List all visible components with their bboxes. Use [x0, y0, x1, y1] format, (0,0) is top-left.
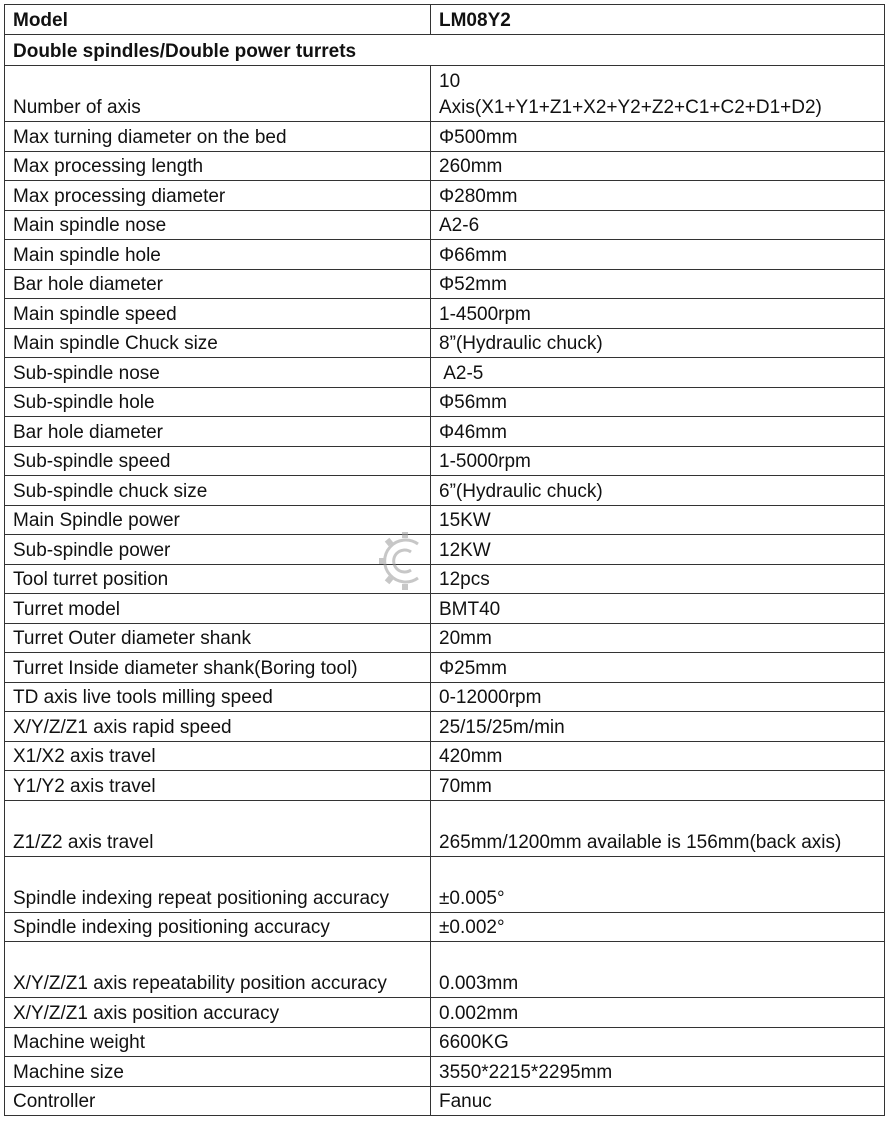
spec-value: 6”(Hydraulic chuck)	[431, 476, 885, 506]
table-row	[5, 476, 885, 506]
spec-value: 0.002mm	[431, 998, 885, 1028]
spec-label: Max turning diameter on the bed	[5, 122, 431, 152]
spec-value: 70mm	[431, 771, 885, 801]
table-row	[5, 564, 885, 594]
spec-label: TD axis live tools milling speed	[5, 682, 431, 712]
spec-label: Spindle indexing positioning accuracy	[5, 912, 431, 942]
spec-value: A2-5	[431, 358, 885, 388]
header-row	[5, 5, 885, 35]
header-label: Model	[5, 5, 431, 35]
spec-label: Turret Outer diameter shank	[5, 623, 431, 653]
spec-label: X1/X2 axis travel	[5, 741, 431, 771]
spec-value: ±0.005°	[431, 856, 885, 912]
spec-label: Bar hole diameter	[5, 417, 431, 447]
table-row	[5, 535, 885, 565]
table-row	[5, 210, 885, 240]
table-row	[5, 387, 885, 417]
spec-value: 265mm/1200mm available is 156mm(back axis)	[431, 800, 885, 856]
table-row	[5, 181, 885, 211]
table-row	[5, 942, 885, 998]
table-row	[5, 446, 885, 476]
spec-value: 260mm	[431, 151, 885, 181]
spec-value: 12KW	[431, 535, 885, 565]
table-row	[5, 1027, 885, 1057]
table-row	[5, 594, 885, 624]
section-row	[5, 35, 885, 66]
table-row	[5, 998, 885, 1028]
spec-label: X/Y/Z/Z1 axis position accuracy	[5, 998, 431, 1028]
spec-value: Fanuc	[431, 1086, 885, 1116]
table-row	[5, 240, 885, 270]
table-row	[5, 417, 885, 447]
spec-label: Sub-spindle power	[5, 535, 431, 565]
spec-label: Main spindle Chuck size	[5, 328, 431, 358]
spec-label: X/Y/Z/Z1 axis rapid speed	[5, 712, 431, 742]
spec-label: Turret Inside diameter shank(Boring tool)	[5, 653, 431, 683]
table-row	[5, 358, 885, 388]
spec-label: Machine size	[5, 1057, 431, 1087]
spec-sheet	[4, 4, 884, 1116]
spec-value: 12pcs	[431, 564, 885, 594]
spec-value: A2-6	[431, 210, 885, 240]
spec-value: Φ500mm	[431, 122, 885, 152]
spec-label: Max processing diameter	[5, 181, 431, 211]
spec-value: 3550*2215*2295mm	[431, 1057, 885, 1087]
spec-label: Sub-spindle chuck size	[5, 476, 431, 506]
spec-label: Turret model	[5, 594, 431, 624]
table-row	[5, 328, 885, 358]
spec-value: Φ25mm	[431, 653, 885, 683]
spec-label: Spindle indexing repeat positioning accuracy	[5, 856, 431, 912]
table-row	[5, 151, 885, 181]
spec-value-line: 10	[439, 71, 461, 92]
spec-value: 25/15/25m/min	[431, 712, 885, 742]
spec-value	[431, 66, 885, 122]
spec-value: 1-4500rpm	[431, 299, 885, 329]
spec-value: Φ46mm	[431, 417, 885, 447]
table-row	[5, 1057, 885, 1087]
spec-value: Φ56mm	[431, 387, 885, 417]
table-row	[5, 299, 885, 329]
spec-value: BMT40	[431, 594, 885, 624]
spec-label: Z1/Z2 axis travel	[5, 800, 431, 856]
spec-value-line: Axis(X1+Y1+Z1+X2+Y2+Z2+C1+C2+D1+D2)	[439, 97, 822, 118]
table-row	[5, 682, 885, 712]
spec-value: 0.003mm	[431, 942, 885, 998]
spec-label: Controller	[5, 1086, 431, 1116]
spec-label: Sub-spindle hole	[5, 387, 431, 417]
spec-label: Max processing length	[5, 151, 431, 181]
spec-label: Tool turret position	[5, 564, 431, 594]
table-row	[5, 269, 885, 299]
spec-label: Main spindle speed	[5, 299, 431, 329]
spec-value: 6600KG	[431, 1027, 885, 1057]
spec-label: Sub-spindle speed	[5, 446, 431, 476]
spec-value: Φ280mm	[431, 181, 885, 211]
table-row	[5, 912, 885, 942]
spec-value: 20mm	[431, 623, 885, 653]
spec-value: 1-5000rpm	[431, 446, 885, 476]
table-row	[5, 741, 885, 771]
spec-label: Main Spindle power	[5, 505, 431, 535]
spec-label: Number of axis	[5, 66, 431, 122]
spec-value: 420mm	[431, 741, 885, 771]
spec-value: Φ52mm	[431, 269, 885, 299]
table-row	[5, 623, 885, 653]
spec-label: Main spindle hole	[5, 240, 431, 270]
spec-value: Φ66mm	[431, 240, 885, 270]
spec-label: Main spindle nose	[5, 210, 431, 240]
spec-label: Machine weight	[5, 1027, 431, 1057]
spec-label: Y1/Y2 axis travel	[5, 771, 431, 801]
spec-value: 0-12000rpm	[431, 682, 885, 712]
spec-value: ±0.002°	[431, 912, 885, 942]
header-value: LM08Y2	[431, 5, 885, 35]
spec-table	[4, 4, 885, 1116]
section-title: Double spindles/Double power turrets	[5, 35, 885, 66]
table-row	[5, 505, 885, 535]
table-row	[5, 1086, 885, 1116]
table-row	[5, 771, 885, 801]
table-row	[5, 66, 885, 122]
table-row	[5, 800, 885, 856]
table-row	[5, 653, 885, 683]
table-row	[5, 712, 885, 742]
spec-label: X/Y/Z/Z1 axis repeatability position accuracy	[5, 942, 431, 998]
table-row	[5, 856, 885, 912]
spec-value: 15KW	[431, 505, 885, 535]
table-row	[5, 122, 885, 152]
spec-label: Bar hole diameter	[5, 269, 431, 299]
spec-value: 8”(Hydraulic chuck)	[431, 328, 885, 358]
spec-label: Sub-spindle nose	[5, 358, 431, 388]
